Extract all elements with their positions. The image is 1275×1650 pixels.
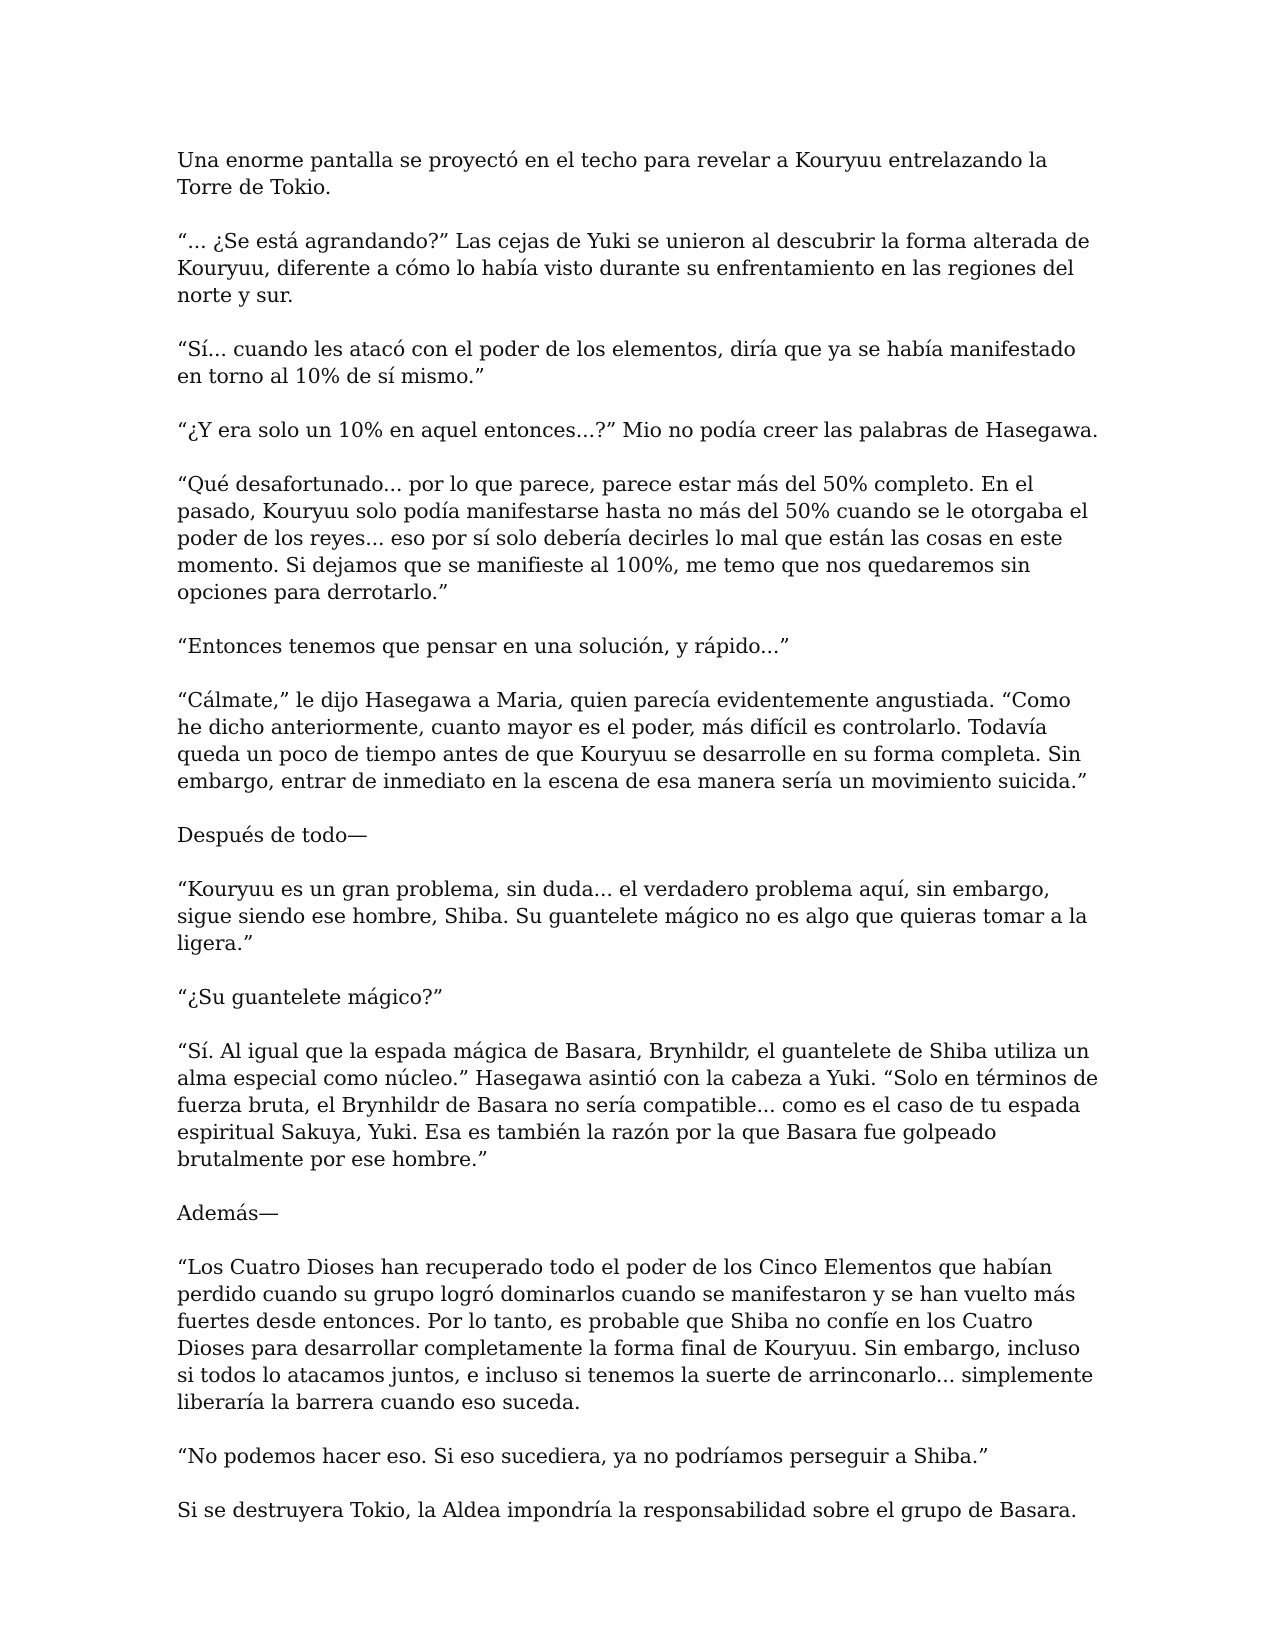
document-body: [177, 147, 1102, 1551]
paragraph: Si se destruyera Tokio, la Aldea impondría la responsabilidad sobre el grupo de Basara.: [177, 1498, 1077, 1522]
paragraph: “Entonces tenemos que pensar en una solución, y rápido...”: [177, 634, 790, 658]
paragraph: “¿Y era solo un 10% en aquel entonces...?” Mio no podía creer las palabras de Hasegawa.: [177, 418, 1099, 442]
paragraph: “... ¿Se está agrandando?” Las cejas de Yuki se unieron al descubrir la forma alterada de Kouryuu, diferente a cómo lo había visto durante su enfrentamiento en las regiones del norte y sur.: [177, 229, 1090, 307]
paragraph: “Cálmate,” le dijo Hasegawa a Maria, quien parecía evidentemente angustiada. “Como he dicho anteriormente, cuanto mayor es el poder, más difícil es controlarlo. Todavía queda un poco de tiempo antes de que Kouryuu se desarrolle en su forma completa. Sin embargo, entrar de inmediato en la escena de esa manera sería un movimiento suicida.”: [177, 688, 1088, 793]
paragraph: Después de todo—: [177, 823, 368, 847]
paragraph: “Kouryuu es un gran problema, sin duda... el verdadero problema aquí, sin embargo, sigue siendo ese hombre, Shiba. Su guantelete mágico no es algo que quieras tomar a la ligera.”: [177, 877, 1088, 955]
paragraph: “¿Su guantelete mágico?”: [177, 985, 443, 1009]
paragraph: “Los Cuatro Dioses han recuperado todo el poder de los Cinco Elementos que habían perdido cuando su grupo logró dominarlos cuando se manifestaron y se han vuelto más fuertes desde entonces. Por lo tanto, es probable que Shiba no confíe en los Cuatro Dioses para desarrollar completamente la forma final de Kouryuu. Sin embargo, incluso si todos lo atacamos juntos, e incluso si tenemos la suerte de arrinconarlo... simplemente liberaría la barrera cuando eso suceda.: [177, 1255, 1094, 1414]
paragraph: “Qué desafortunado... por lo que parece, parece estar más del 50% completo. En el pasado, Kouryuu solo podía manifestarse hasta no más del 50% cuando se le otorgaba el poder de los reyes... eso por sí solo debería decirles lo mal que están las cosas en este momento. Si dejamos que se manifieste al 100%, me temo que nos quedaremos sin opciones para derrotarlo.”: [177, 472, 1088, 604]
paragraph: “No podemos hacer eso. Si eso sucediera, ya no podríamos perseguir a Shiba.”: [177, 1444, 989, 1468]
paragraph: “Sí... cuando les atacó con el poder de los elementos, diría que ya se había manifestado en torno al 10% de sí mismo.”: [177, 337, 1076, 388]
paragraph: Además—: [177, 1201, 279, 1225]
paragraph: Una enorme pantalla se proyectó en el techo para revelar a Kouryuu entrelazando la Torre de Tokio.: [177, 148, 1048, 199]
paragraph: “Sí. Al igual que la espada mágica de Basara, Brynhildr, el guantelete de Shiba utiliza un alma especial como núcleo.” Hasegawa asintió con la cabeza a Yuki. “Solo en términos de fuerza bruta, el Brynhildr de Basara no sería compatible... como es el caso de tu espada espiritual Sakuya, Yuki. Esa es también la razón por la que Basara fue golpeado brutalmente por ese hombre.”: [177, 1039, 1099, 1171]
